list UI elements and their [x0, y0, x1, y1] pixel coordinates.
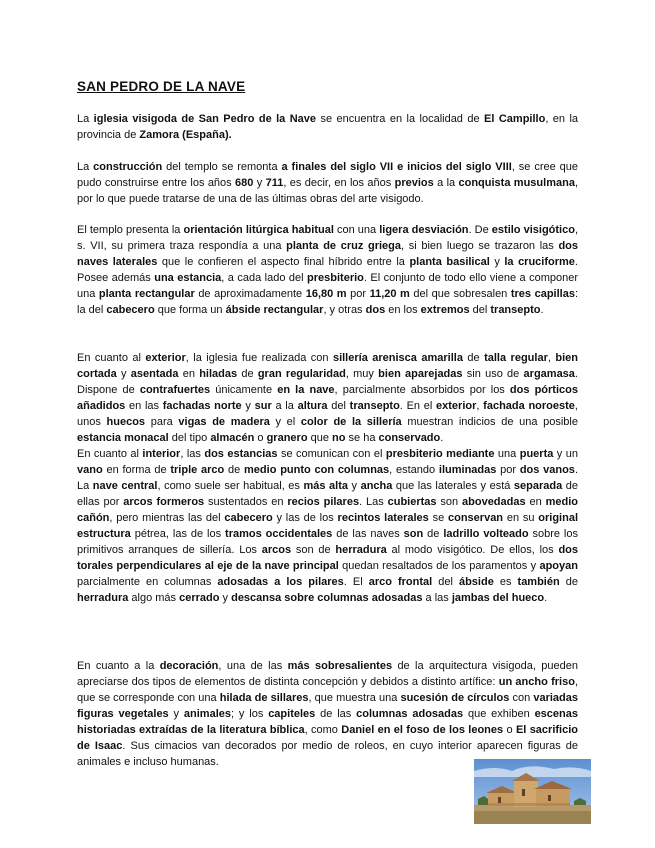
bold-text-run: recios pilares: [287, 496, 360, 508]
bold-text-run: triple arco: [170, 464, 225, 476]
text-run: y un: [553, 448, 578, 460]
text-run: que: [307, 432, 333, 444]
bold-text-run: separada: [513, 480, 563, 492]
church-photo: [474, 759, 591, 824]
bold-text-run: huecos: [106, 416, 146, 428]
text-run: . Sus cimacios van decorados por medio de roleos, en cuyo interior aparecen figuras de animales e incluso humanas.: [77, 740, 579, 768]
text-run: y: [219, 592, 232, 604]
bold-text-run: planta basilical: [409, 256, 490, 268]
bold-text-run: descansa sobre columnas adosadas: [231, 592, 423, 604]
bold-text-run: talla regular: [484, 352, 548, 364]
text-run: parcialmente en columnas: [77, 576, 218, 588]
bold-text-run: 16,80 m: [305, 288, 347, 300]
text-run: sin uso de: [462, 368, 524, 380]
text-run: , muy: [345, 368, 379, 380]
bold-text-run: cerrado: [179, 592, 220, 604]
bold-text-run: puerta: [519, 448, 554, 460]
text-run: de las naves: [332, 528, 404, 540]
bold-text-run: exterior: [436, 400, 477, 412]
bold-text-run: extremos: [420, 304, 470, 316]
text-run: que exhiben: [463, 708, 535, 720]
bold-text-run: exterior: [145, 352, 186, 364]
text-run: de la arquitectura visigoda, pueden apreciarse dos tipos de elementos de distinta concepción y debidos a distinto artífice:: [77, 660, 578, 688]
text-run: y: [116, 368, 131, 380]
bold-text-run: bien cortada: [77, 352, 578, 380]
bold-text-run: arco frontal: [368, 576, 433, 588]
text-run: , es decir, en los años: [283, 177, 395, 189]
text-run: por: [496, 464, 520, 476]
text-run: , las: [180, 448, 205, 460]
text-run: En cuanto al: [77, 448, 143, 460]
text-run: que las laterales y está: [392, 480, 514, 492]
text-run: En cuanto al: [77, 352, 146, 364]
text-run: del tipo: [168, 432, 211, 444]
text-run: únicamente: [210, 384, 278, 396]
bold-text-run: escenas historiadas extraídas de la literatura bíblica: [77, 708, 578, 736]
bold-text-run: sucesión de círculos: [400, 692, 510, 704]
bold-text-run: también: [517, 576, 560, 588]
text-run: de: [224, 464, 245, 476]
text-run: del que sobresalen: [409, 288, 511, 300]
text-run: para: [145, 416, 179, 428]
text-run: , como suele ser habitual, es: [157, 480, 304, 492]
text-run: de aproximadamente: [194, 288, 306, 300]
text-run: a las: [422, 592, 452, 604]
text-run: El templo presenta la: [77, 224, 184, 236]
bold-text-run: jambas del hueco: [451, 592, 545, 604]
bold-text-run: dos estancias: [204, 448, 278, 460]
bold-text-run: ancha: [360, 480, 393, 492]
text-run: es: [493, 576, 518, 588]
text-run: y: [241, 400, 255, 412]
text-run: , como: [304, 724, 342, 736]
bold-text-run: herradura: [77, 592, 129, 604]
bold-text-run: cabecero: [224, 512, 273, 524]
text-run: o: [254, 432, 267, 444]
text-run: en: [525, 496, 546, 508]
text-run: , que se corresponde con una: [77, 676, 579, 704]
bold-text-run: estilo visigótico: [491, 224, 575, 236]
bold-text-run: medio punto con columnas: [244, 464, 390, 476]
text-run: una: [494, 448, 520, 460]
text-run: que le confieren el aspecto final híbrido entre la: [157, 256, 410, 268]
bold-text-run: son: [403, 528, 424, 540]
text-run: La: [77, 161, 94, 173]
bold-text-run: más sobresalientes: [287, 660, 393, 672]
bold-text-run: dos: [365, 304, 386, 316]
bold-text-run: Daniel en el foso de los leones: [341, 724, 504, 736]
text-run: .: [440, 432, 444, 444]
bold-text-run: conquista musulmana: [458, 177, 575, 189]
bold-text-run: no: [332, 432, 346, 444]
bold-text-run: El Campillo: [484, 113, 546, 125]
bold-text-run: cubiertas: [387, 496, 437, 508]
bold-text-run: capiteles: [268, 708, 316, 720]
bold-text-run: asentada: [130, 368, 179, 380]
bold-text-run: dos vanos: [519, 464, 575, 476]
bold-text-run: almacén: [210, 432, 255, 444]
bold-text-run: decoración: [159, 660, 219, 672]
bold-text-run: estancia monacal: [77, 432, 169, 444]
text-run: sustentados en: [204, 496, 288, 508]
text-run: y las de los: [272, 512, 338, 524]
bold-text-run: presbiterio mediante: [385, 448, 495, 460]
bold-text-run: medio cañón: [77, 496, 578, 524]
bold-text-run: construcción: [93, 161, 163, 173]
bold-text-run: fachadas norte: [162, 400, 242, 412]
text-run: , se cree que pudo construirse entre los años: [77, 161, 579, 189]
text-run: del: [432, 576, 459, 588]
text-run: de: [462, 352, 485, 364]
bold-text-run: contrafuertes: [139, 384, 211, 396]
bold-text-run: una estancia: [154, 272, 222, 284]
bold-text-run: hiladas: [199, 368, 238, 380]
text-run: del: [327, 400, 350, 412]
bold-text-run: argamasa: [523, 368, 575, 380]
text-run: , por lo que puede tratarse de una de las últimas obras del arte visigodo.: [77, 177, 578, 205]
page-title: SAN PEDRO DE LA NAVE: [77, 79, 246, 94]
text-run: , una de las: [218, 660, 288, 672]
text-run: son: [436, 496, 463, 508]
text-run: en su: [503, 512, 539, 524]
text-run: se ha: [345, 432, 379, 444]
text-run: algo más: [128, 592, 180, 604]
bold-text-run: herradura: [335, 544, 387, 556]
paragraph-construction: [77, 159, 578, 207]
bold-text-run: en la nave: [277, 384, 335, 396]
text-run: , en la provincia de: [77, 113, 579, 141]
bold-text-run: arcos: [261, 544, 292, 556]
bold-text-run: abovedadas: [462, 496, 526, 508]
bold-text-run: sillería arenisca amarilla: [332, 352, 463, 364]
bold-text-run: dos torales perpendiculares al eje de la nave principal: [77, 544, 578, 572]
bold-text-run: conservan: [448, 512, 504, 524]
bold-text-run: apoyan: [539, 560, 578, 572]
bold-text-run: cabecero: [106, 304, 155, 316]
bold-text-run: la cruciforme: [504, 256, 575, 268]
text-run: , unos: [77, 400, 578, 428]
text-run: ; y los: [231, 708, 269, 720]
bold-text-run: arcos formeros: [123, 496, 205, 508]
text-run: por: [346, 288, 370, 300]
text-run: , que muestra una: [308, 692, 401, 704]
text-run: pétrea, las de los: [130, 528, 226, 540]
bold-text-run: bien aparejadas: [378, 368, 463, 380]
text-run: se encuentra en la localidad de: [316, 113, 485, 125]
text-run: son de: [291, 544, 336, 556]
bold-text-run: conservado: [378, 432, 441, 444]
text-run: quedan resaltados de los paramentos y: [338, 560, 540, 572]
paragraph-exterior: [77, 350, 578, 446]
bold-text-run: El sacrificio de Isaac: [77, 724, 578, 752]
text-run: , pero mientras las del: [109, 512, 225, 524]
text-run: del: [469, 304, 491, 316]
bold-text-run: interior: [142, 448, 181, 460]
bold-text-run: original estructura: [77, 512, 579, 540]
text-run: a la: [433, 177, 459, 189]
paragraph-intro: [77, 111, 578, 143]
bold-text-run: variadas figuras vegetales: [77, 692, 578, 720]
text-run: .: [540, 304, 544, 316]
bold-text-run: más alta: [303, 480, 348, 492]
text-run: en forma de: [102, 464, 171, 476]
text-run: y: [489, 256, 505, 268]
bold-text-run: sur: [254, 400, 272, 412]
bold-text-run: ligera desviación: [379, 224, 469, 236]
bold-text-run: dos pórticos añadidos: [77, 384, 578, 412]
text-run: en los: [385, 304, 421, 316]
bold-text-run: un ancho friso: [498, 676, 575, 688]
text-run: de: [237, 368, 258, 380]
text-run: sobre los primitivos arranques de sillería. Los: [77, 528, 578, 556]
text-run: y: [253, 177, 266, 189]
bold-text-run: ábside rectangular: [225, 304, 324, 316]
text-run: . La: [77, 464, 578, 492]
text-run: con una: [333, 224, 380, 236]
paragraph-decoration: [77, 658, 578, 770]
bold-text-run: nave central: [92, 480, 158, 492]
text-run: , y otras: [323, 304, 366, 316]
text-run: y: [347, 480, 361, 492]
bold-text-run: tres capillas: [510, 288, 575, 300]
text-run: . De: [468, 224, 492, 236]
bold-text-run: 680: [235, 177, 254, 189]
text-run: al modo visigótico. De ellos, los: [386, 544, 559, 556]
text-run: . El conjunto de todo ello viene a componer una: [77, 272, 579, 300]
bold-text-run: gran regularidad: [257, 368, 346, 380]
bold-text-run: previos: [394, 177, 434, 189]
bold-text-run: presbiterio: [307, 272, 364, 284]
bold-text-run: hilada de sillares: [219, 692, 309, 704]
text-run: que forma un: [154, 304, 226, 316]
bold-text-run: planta rectangular: [98, 288, 195, 300]
text-run: . Posee además: [77, 256, 578, 284]
text-run: . Dispone de: [77, 368, 578, 396]
text-run: de ellas por: [77, 480, 579, 508]
bold-text-run: adosadas a los pilares: [217, 576, 344, 588]
paragraph-plan: [77, 222, 578, 318]
text-run: : la del: [77, 288, 579, 316]
text-run: .: [544, 592, 548, 604]
text-run: de: [559, 576, 578, 588]
bold-text-run: orientación litúrgica habitual: [183, 224, 334, 236]
bold-text-run: transepto: [349, 400, 400, 412]
bold-text-run: a finales del siglo VII e inicios del siglo VIII: [281, 161, 512, 173]
bold-text-run: vigas de madera: [178, 416, 270, 428]
text-run: de: [423, 528, 444, 540]
text-run: , estando: [389, 464, 439, 476]
text-run: , a cada lado del: [221, 272, 308, 284]
text-run: del templo se remonta: [162, 161, 282, 173]
text-run: y: [168, 708, 184, 720]
text-run: con: [509, 692, 534, 704]
text-run: La: [77, 113, 94, 125]
bold-text-run: ladrillo volteado: [443, 528, 529, 540]
bold-text-run: iglesia visigoda de San Pedro de la Nave: [93, 113, 317, 125]
bold-text-run: altura: [297, 400, 328, 412]
text-run: a la: [271, 400, 298, 412]
text-run: o: [503, 724, 516, 736]
bold-text-run: animales: [183, 708, 231, 720]
bold-text-run: recintos laterales: [337, 512, 429, 524]
text-run: se: [428, 512, 448, 524]
text-run: muestran indicios de una posible: [401, 416, 578, 428]
bold-text-run: planta de cruz griega: [286, 240, 402, 252]
bold-text-run: transepto: [490, 304, 541, 316]
text-run: y el: [269, 416, 301, 428]
paragraph-interior: [77, 446, 578, 606]
bold-text-run: Zamora (España).: [139, 129, 232, 141]
bold-text-run: 11,20 m: [369, 288, 410, 300]
text-run: . Las: [359, 496, 388, 508]
text-run: se comunican con el: [277, 448, 386, 460]
bold-text-run: vano: [77, 464, 103, 476]
text-run: , si bien luego se trazaron las: [401, 240, 559, 252]
bold-text-run: iluminadas: [438, 464, 497, 476]
text-run: . En el: [399, 400, 437, 412]
text-run: de las: [315, 708, 357, 720]
bold-text-run: 711: [265, 177, 284, 189]
text-run: . El: [343, 576, 369, 588]
text-run: ,: [476, 400, 484, 412]
bold-text-run: columnas adosadas: [356, 708, 464, 720]
bold-text-run: fachada noroeste: [483, 400, 575, 412]
text-run: en: [178, 368, 200, 380]
text-run: en las: [125, 400, 163, 412]
text-run: ,: [547, 352, 556, 364]
text-run: En cuanto a la: [77, 660, 160, 672]
bold-text-run: color de la sillería: [300, 416, 402, 428]
text-run: , s. VII, su primera traza respondía a una: [77, 224, 579, 252]
bold-text-run: granero: [266, 432, 308, 444]
bold-text-run: ábside: [458, 576, 494, 588]
bold-text-run: dos naves laterales: [77, 240, 579, 268]
bold-text-run: tramos occidentales: [225, 528, 333, 540]
text-run: , la iglesia fue realizada con: [185, 352, 333, 364]
text-run: , parcialmente absorbidos por los: [334, 384, 510, 396]
